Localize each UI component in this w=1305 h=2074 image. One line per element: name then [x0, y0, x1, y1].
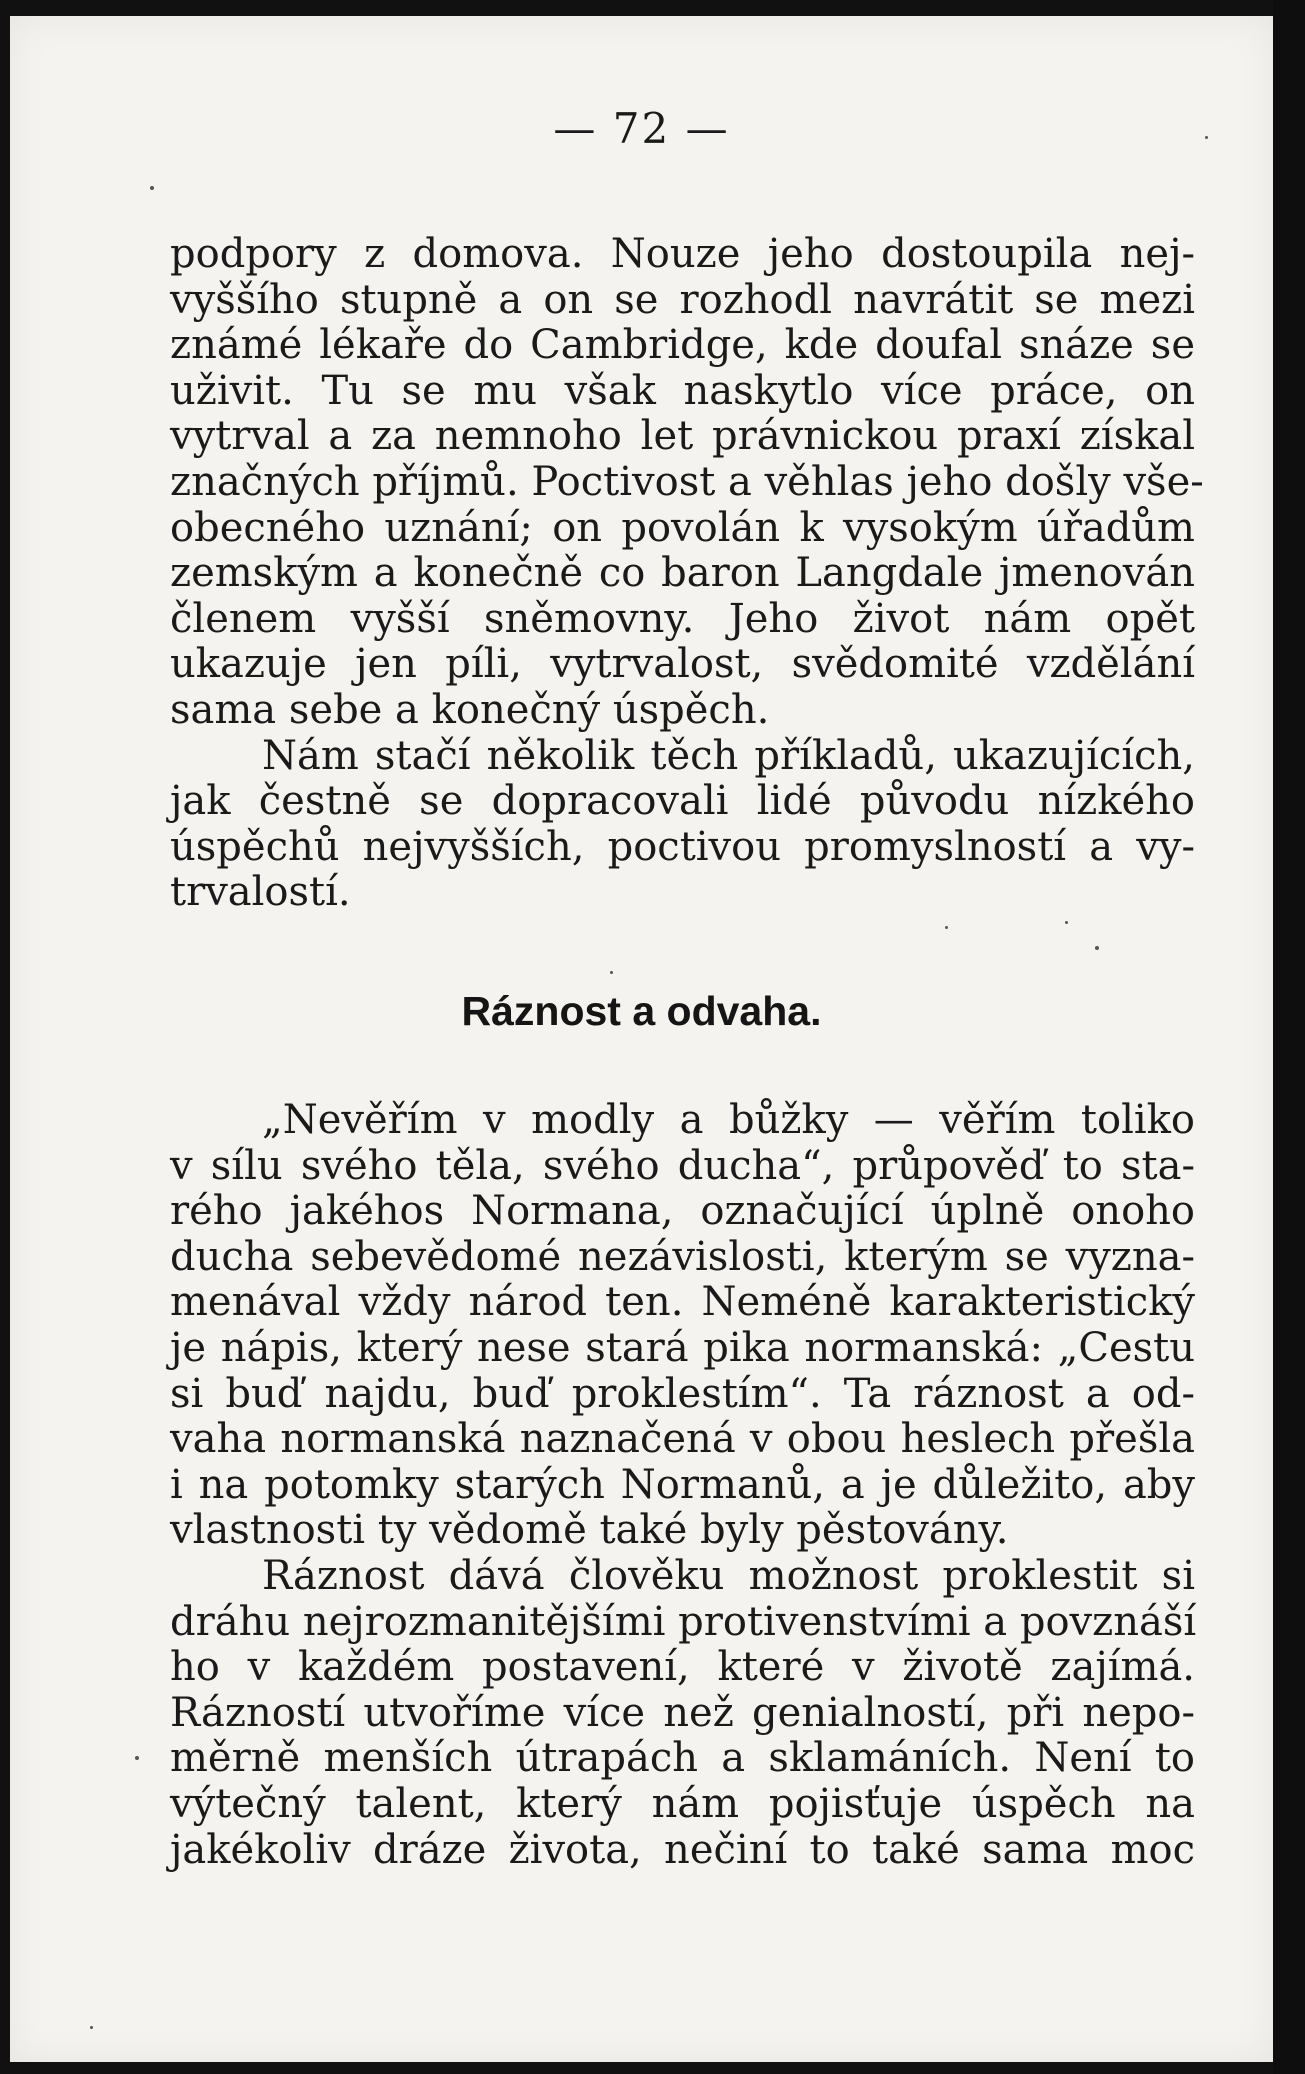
paper-speck — [1095, 946, 1099, 950]
text-line: vaha normanská naznačená v obou heslech přešla — [170, 1416, 1195, 1463]
text-line: Rázností utvoříme více než genialností, při nepo- — [170, 1689, 1195, 1736]
text-line: vyššího stupně a on se rozhodl navrátit se mezi — [170, 276, 1195, 323]
paper-speck — [1065, 921, 1068, 924]
text-line: jakékoliv dráze života, nečiní to také sama moc — [170, 1826, 1195, 1873]
text-line: značných příjmů. Poctivost a věhlas jeho došly vše- — [170, 458, 1204, 505]
book-page — [10, 16, 1273, 2062]
paragraph-1 — [170, 231, 1204, 916]
section-heading: Ráznost a odvaha. — [461, 988, 822, 1034]
paper-speck — [610, 971, 613, 974]
text-line: ho v každém postavení, které v životě zajímá. — [170, 1644, 1195, 1691]
paragraph-2 — [170, 1098, 1195, 1873]
text-line: podpory z domova. Nouze jeho dostoupila nej- — [170, 231, 1195, 277]
paper-speck — [945, 926, 948, 929]
text-line: úspěchů nejvyšších, poctivou promyslností a vy- — [170, 823, 1195, 870]
text-line: rého jakéhos Normana, označující úplně onoho — [170, 1188, 1195, 1235]
text-line: výtečný talent, který nám pojisťuje úspěch na — [170, 1780, 1195, 1827]
page-number: — 72 — — [553, 104, 730, 153]
paper-speck — [1205, 136, 1208, 139]
text-line: Ráznost dává člověku možnost proklestit si — [262, 1552, 1195, 1599]
text-line: vytrval a za nemnoho let právnickou praxí získal — [170, 413, 1195, 460]
paper-speck — [90, 2026, 93, 2029]
text-line: i na potomky starých Normanů, a je důležito, aby — [170, 1461, 1195, 1508]
text-line: ukazuje jen píli, vytrvalost, svědomité vzdělání — [170, 641, 1195, 688]
scan-border — [1273, 0, 1305, 2074]
text-line: si buď najdu, buď proklestím“. Ta ráznost a od- — [170, 1370, 1195, 1417]
text-line: členem vyšší sněmovny. Jeho život nám opět — [170, 595, 1195, 642]
text-line: Nám stačí několik těch příkladů, ukazujících, — [262, 732, 1195, 779]
text-line: dráhu nejrozmanitějšími protivenstvími a povznáší — [170, 1598, 1197, 1645]
paper-speck — [150, 186, 154, 190]
text-line: ducha sebevědomé nezávislosti, kterým se vyzna- — [170, 1233, 1195, 1280]
text-line: sama sebe a konečný úspěch. — [170, 686, 770, 733]
paper-speck — [135, 1756, 139, 1760]
text-line: trvalostí. — [170, 869, 351, 916]
text-line: vlastnosti ty vědomě také byly pěstovány. — [170, 1507, 1009, 1554]
text-line: měrně menších útrapách a sklamáních. Není to — [170, 1735, 1195, 1782]
text-line: jak čestně se dopracovali lidé původu nízkého — [170, 778, 1195, 825]
text-line: uživit. Tu se mu však naskytlo více práce, on — [170, 367, 1195, 414]
text-line: známé lékaře do Cambridge, kde doufal snáze se — [170, 322, 1195, 369]
text-line: obecného uznání; on povolán k vysokým úřadům — [170, 504, 1195, 551]
text-line: zemským a konečně co baron Langdale jmenován — [170, 550, 1195, 597]
text-line: „Nevěřím v modly a bůžky — věřím toliko — [262, 1097, 1195, 1143]
text-line: v sílu svého těla, svého ducha“, průpověď to sta- — [170, 1142, 1195, 1189]
text-line: je nápis, který nese stará pika normanská: „Cestu — [170, 1324, 1195, 1371]
text-line: menával vždy národ ten. Neméně karakteristický — [170, 1279, 1195, 1326]
